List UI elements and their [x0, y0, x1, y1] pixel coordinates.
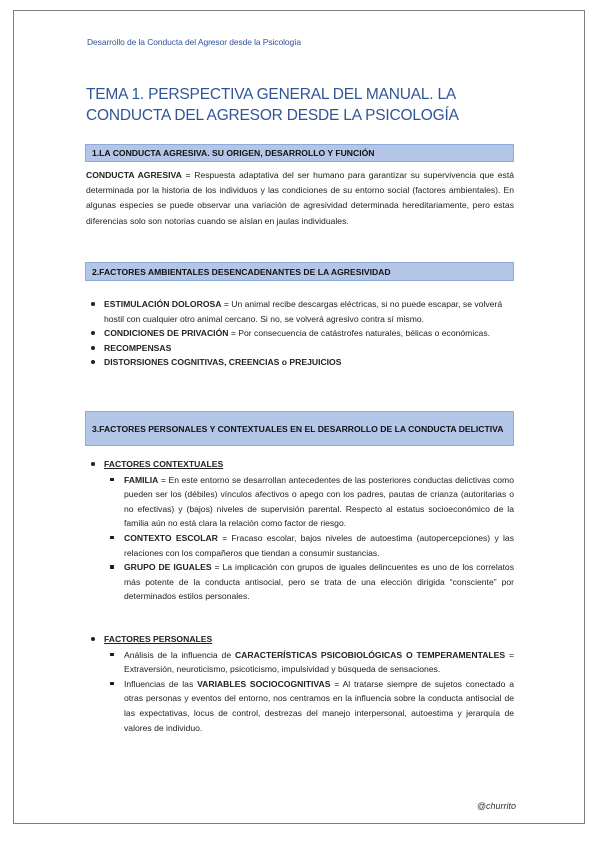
page-title: TEMA 1. PERSPECTIVA GENERAL DEL MANUAL. LA CONDUCTA DEL AGRESOR DESDE LA PSICOLOGÍA: [86, 86, 459, 124]
item-term: FAMILIA: [124, 474, 159, 485]
contextual-subitems: [104, 473, 514, 604]
item-text: = Un animal recibe descargas eléctricas, si no puede escapar, se volverá hostil con cualquier otro animal cercano. Si no, se volverá agresivo contra sí mismo.: [104, 299, 503, 324]
list-item: [104, 560, 514, 604]
item-term: CONDICIONES DE PRIVACIÓN: [104, 328, 229, 339]
item-term: ESTIMULACIÓN DOLOROSA: [104, 299, 222, 309]
personal-factors-list: [86, 632, 514, 735]
item-term: DISTORSIONES COGNITIVAS, CREENCIAS o PREJUICIOS: [104, 357, 342, 368]
list-item: [86, 341, 514, 356]
item-term: CARACTERÍSTICAS PSICOBIOLÓGICAS O TEMPERAMENTALES: [234, 649, 506, 660]
list-item: [86, 297, 514, 326]
running-header: Desarrollo de la Conducta del Agresor desde la Psicología: [87, 37, 302, 47]
list-item: [104, 473, 514, 531]
list-item: [86, 632, 514, 735]
section-1-paragraph: [86, 168, 514, 229]
item-term: GRUPO DE IGUALES: [124, 562, 212, 573]
list-item: [86, 457, 514, 604]
item-term: CONTEXTO ESCOLAR: [124, 532, 218, 543]
list-item: [104, 677, 514, 735]
personal-factors-heading: FACTORES PERSONALES: [104, 634, 213, 644]
item-term: RECOMPENSAS: [104, 342, 172, 353]
item-text: = La implicación con grupos de iguales delincuentes es uno de los correlatos más potente de la conducta antisocial, pero se trata de una elección dirigida “consciente” por determinados estilos personales.: [124, 562, 514, 602]
item-text: = Extraversión, neuroticismo, psicoticismo, impulsividad y búsqueda de sensaciones.: [124, 649, 515, 675]
list-item: [104, 531, 514, 560]
list-item: [104, 648, 514, 677]
section-1-heading: 1.LA CONDUCTA AGRESIVA. SU ORIGEN, DESARROLLO Y FUNCIÓN: [85, 144, 514, 162]
item-term: VARIABLES SOCIOCOGNITIVAS: [197, 678, 331, 689]
item-prefix: Análisis de la influencia de: [124, 649, 235, 660]
contextual-factors-list: [86, 457, 514, 604]
list-item: [86, 326, 514, 341]
author-signature: @churrito: [476, 801, 516, 811]
section-3-heading: 3.FACTORES PERSONALES Y CONTEXTUALES EN EL DESARROLLO DE LA CONDUCTA DELICTIVA: [85, 411, 514, 446]
personal-subitems: [104, 648, 514, 736]
contextual-factors-heading: FACTORES CONTEXTUALES: [104, 459, 224, 469]
section-1-text: = Respuesta adaptativa del ser humano para garantizar su supervivencia que está determinada por la historia de los individuos y las condiciones de su entorno social (factores ambientales). En algunas especies se puede observar una variación de agresividad determinada hereditariamente, pero estas diferencias solo son notorias cuando se aíslan en jaulas individuales.: [86, 170, 514, 226]
item-text: = Por consecuencia de catástrofes naturales, bélicas o económicas.: [228, 328, 491, 339]
list-item: [86, 355, 514, 370]
item-prefix: Influencias de las: [124, 678, 198, 689]
section-2-heading: 2.FACTORES AMBIENTALES DESENCADENANTES DE LA AGRESIVIDAD: [85, 262, 514, 281]
item-text: = Fracaso escolar, bajos niveles de autoestima (autopercepciones) y las relaciones con los compañeros que tiendan a consumir sustancias.: [124, 532, 514, 558]
section-1-term: CONDUCTA AGRESIVA: [86, 170, 182, 180]
section-2-list: [86, 297, 514, 370]
item-text: = En este entorno se desarrollan antecedentes de las posteriores conductas delictivas como pueden ser los (débiles) vínculos afectivos o apego con los padres, pautas de crianza (autoritarias o no efectivas) y (bajos) niveles de supervisión parental. Respecto al estatus socioeconómico de la familia aún no está clara la relación como factor de riesgo.: [124, 474, 514, 529]
item-text: = Al tratarse siempre de sujetos conectado a otras personas y eventos del entorno, nos centramos en la influencia sobre la conducta antisocial de las expectativas, locus de control, destrezas del manejo interpersonal, autoestima y jerarquía de valores de individuo.: [124, 678, 514, 733]
